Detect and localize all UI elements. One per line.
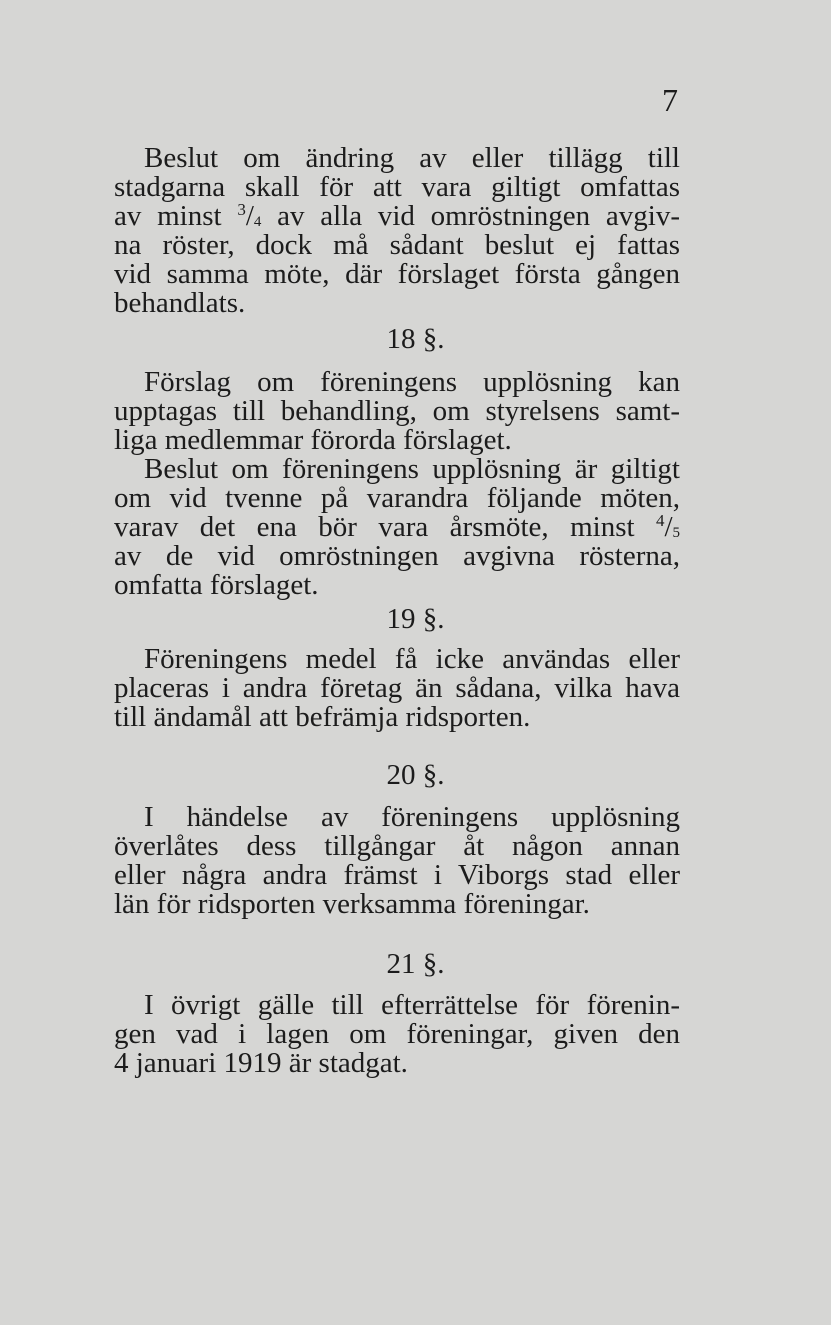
fraction-numerator: 3 (237, 200, 246, 219)
text-line: Beslut om ändring av eller tillägg till (144, 142, 680, 174)
fraction: $^4/_5$ (655, 511, 681, 543)
section-heading: 20 §. (386, 759, 445, 791)
page-number: 7 (662, 82, 678, 118)
text-line: behandlats. (114, 287, 246, 319)
text-line: na röster, dock må sådant beslut ej fattas (114, 229, 680, 261)
text-line: till ändamål att befrämja ridsporten. (114, 701, 531, 733)
fraction: $^3/_4$ (237, 200, 262, 232)
text-fragment: av minst (114, 200, 222, 232)
text-line: omfatta förslaget. (114, 569, 319, 601)
text-line: liga medlemmar förorda förslaget. (114, 424, 512, 456)
section-heading: 19 §. (386, 603, 445, 635)
fraction-denominator: 5 (672, 525, 681, 541)
text-line (114, 201, 680, 231)
text-line: I händelse av föreningens upplösning (144, 801, 680, 833)
text-line: Beslut om föreningens upplösning är giltigt (144, 453, 680, 485)
text-line: placeras i andra företag än sådana, vilka hava (114, 672, 680, 704)
text-line: gen vad i lagen om föreningar, given den (114, 1018, 680, 1050)
fraction-numerator: 4 (655, 511, 665, 530)
text-line: län för ridsporten verksamma föreningar. (114, 888, 590, 920)
section-heading: 18 §. (386, 323, 445, 355)
text-line: upptagas till behandling, om styrelsens samt- (114, 395, 680, 427)
text-line: 4 januari 1919 är stadgat. (114, 1047, 408, 1079)
text-line: Förslag om föreningens upplösning kan (144, 366, 680, 398)
text-fragment: av alla vid omröstningen avgiv- (277, 200, 680, 232)
text-line (114, 512, 680, 542)
fraction-denominator: 4 (253, 214, 262, 230)
text-line: stadgarna skall för att vara giltigt omfattas (114, 171, 680, 203)
section-heading: 21 §. (386, 948, 445, 980)
text-fragment: varav det ena bör vara årsmöte, minst (114, 511, 635, 543)
text-line: av de vid omröstningen avgivna rösterna, (114, 540, 680, 572)
text-line: I övrigt gälle till efterrättelse för förenin- (144, 989, 680, 1021)
text-line: vid samma möte, där förslaget första gången (114, 258, 680, 290)
text-line: överlåtes dess tillgångar åt någon annan (114, 830, 680, 862)
text-line: om vid tvenne på varandra följande möten, (114, 482, 680, 514)
text-line: Föreningens medel få icke användas eller (144, 643, 680, 675)
text-line: eller några andra främst i Viborgs stad eller (114, 859, 680, 891)
